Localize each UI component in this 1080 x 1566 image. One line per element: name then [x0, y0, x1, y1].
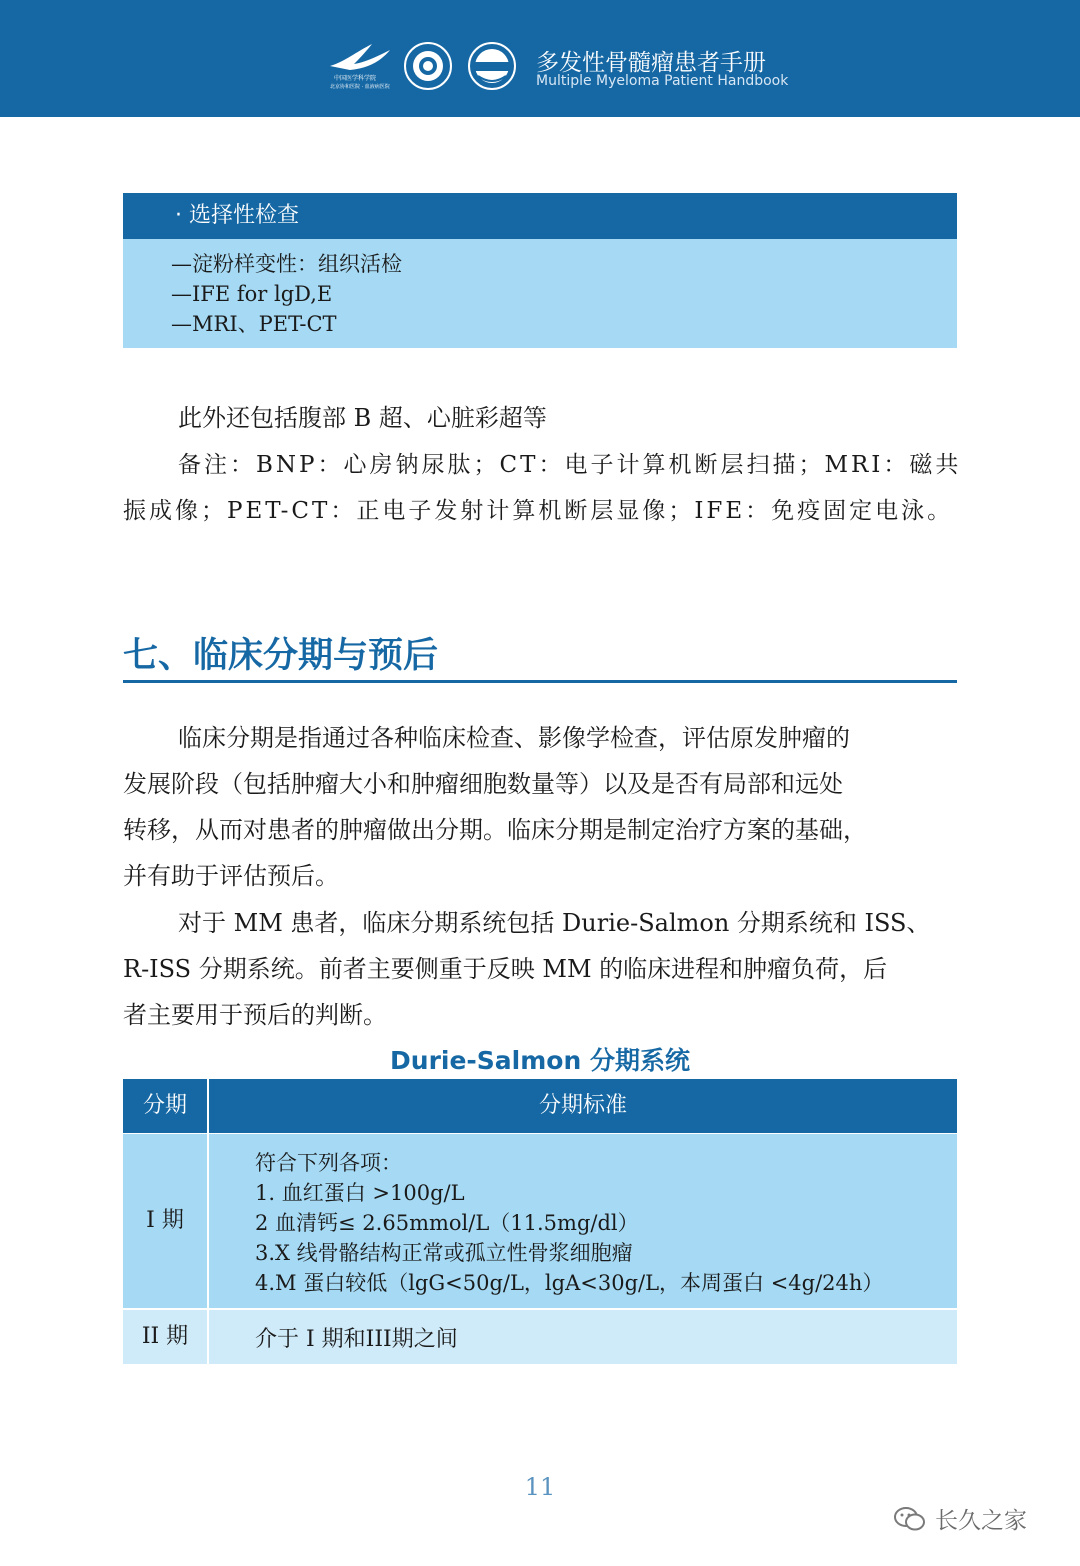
paragraph-line: 发展阶段（包括肿瘤大小和肿瘤细胞数量等）以及是否有局部和远处	[123, 770, 843, 798]
table-header-cell: 分期	[123, 1079, 209, 1133]
criteria-line: 3.X 线骨骼结构正常或孤立性骨浆细胞瘤	[255, 1241, 633, 1265]
watermark-text: 长久之家	[935, 1508, 1027, 1534]
criteria-cell	[255, 1148, 883, 1298]
criteria-line: 1. 血红蛋白 >100g/L	[255, 1181, 465, 1205]
list-item: —淀粉样变性：组织活检	[171, 252, 402, 276]
paragraph-line: 者主要用于预后的判断。	[123, 1001, 387, 1029]
table-row	[123, 1134, 957, 1308]
page-number: 11	[524, 1473, 556, 1501]
stage-cell: I 期	[123, 1134, 209, 1308]
table-header	[123, 1079, 957, 1133]
hospital-seal-icon	[402, 40, 454, 92]
section-divider	[123, 680, 957, 683]
extra-exams-line: 此外还包括腹部 B 超、心脏彩超等	[178, 404, 547, 432]
note-line: 振成像；PET-CT：正电子发射计算机断层显像；IFE：免疫固定电泳。	[123, 498, 954, 524]
note-line: 备注：BNP：心房钠尿肽；CT：电子计算机断层扫描；MRI：磁共	[178, 452, 962, 478]
paragraph-line: R-ISS 分期系统。前者主要侧重于反映 MM 的临床进程和肿瘤负荷，后	[123, 955, 888, 983]
svg-text:中国医学科学院: 中国医学科学院	[334, 75, 377, 82]
header-subtitle: Multiple Myeloma Patient Handbook	[536, 73, 789, 89]
criteria-line: 2 血清钙≤ 2.65mmol/L（11.5mg/dl）	[255, 1211, 639, 1235]
table-header-cell: 分期标准	[538, 1093, 627, 1118]
selective-exam-title: · 选择性检查	[123, 193, 957, 239]
paragraph-line: 转移，从而对患者的肿瘤做出分期。临床分期是制定治疗方案的基础，	[123, 816, 867, 844]
mmicc-logo-icon	[466, 40, 518, 92]
criteria-cell: 介于 I 期和III期之间	[255, 1327, 458, 1352]
paragraph-line: 并有助于评估预后。	[123, 862, 339, 890]
criteria-line: 4.M 蛋白较低（lgG<50g/L，lgA<30g/L，本周蛋白 <4g/24h）	[255, 1271, 884, 1295]
header-title: 多发性骨髓瘤患者手册	[536, 50, 766, 76]
section-title: 七、临床分期与预后	[123, 635, 439, 676]
selective-exam-list	[123, 239, 957, 348]
paragraph-line: 临床分期是指通过各种临床检查、影像学检查，评估原发肿瘤的	[178, 724, 850, 752]
paragraph-line: 对于 MM 患者，临床分期系统包括 Durie-Salmon 分期系统和 ISS、	[178, 909, 931, 937]
list-item: —IFE for lgD,E	[171, 282, 333, 306]
list-item: —MRI、PET-CT	[171, 312, 337, 336]
stage-cell: II 期	[123, 1310, 209, 1364]
wechat-icon	[893, 1505, 927, 1533]
page-header	[0, 0, 1080, 117]
table-row	[123, 1310, 957, 1364]
criteria-line: 符合下列各项：	[255, 1151, 402, 1175]
watermark	[893, 1502, 1027, 1535]
swoosh-logo-icon	[328, 40, 394, 90]
svg-text:北京协和医院 · 血液病医院: 北京协和医院 · 血液病医院	[330, 84, 390, 90]
table-title: Durie-Salmon 分期系统	[390, 1046, 690, 1075]
